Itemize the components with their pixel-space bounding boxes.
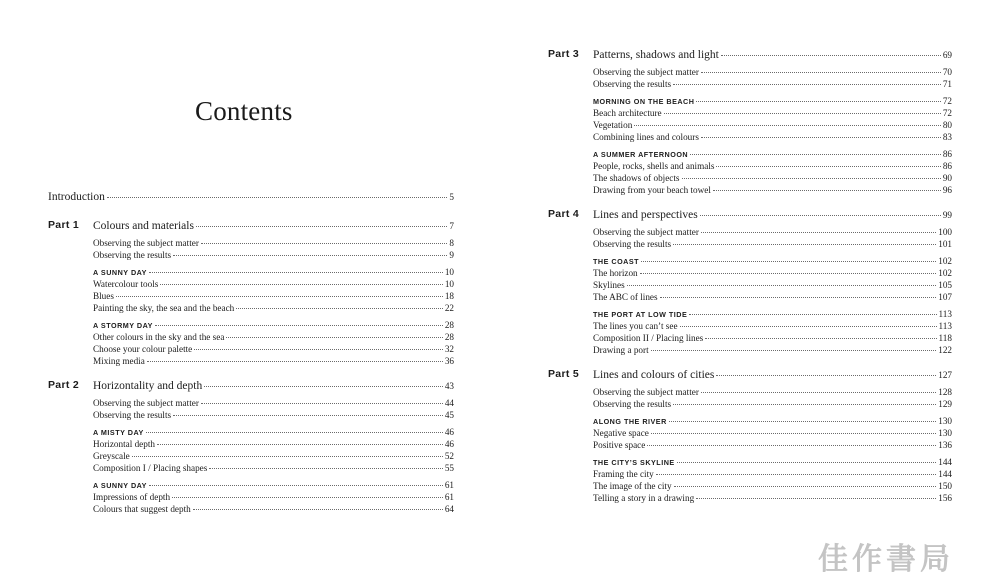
toc-entry-text: Negative space [593, 428, 649, 438]
page-number: 55 [444, 463, 454, 473]
toc-entry-text: Framing the city [593, 469, 654, 479]
toc-section-heading-text: A SUNNY DAY [93, 481, 147, 490]
page-title: Contents [195, 96, 293, 126]
dot-leader [173, 255, 447, 256]
page-number: 100 [938, 227, 952, 237]
toc-entry[interactable] [548, 279, 952, 291]
page-number: 144 [938, 469, 952, 479]
toc-part-5[interactable] [548, 368, 952, 382]
toc-entry-text: Observing the subject matter [593, 387, 699, 397]
toc-entry-text: Observing the subject matter [93, 238, 199, 248]
toc-entry-text: Observing the results [593, 399, 672, 409]
toc-section-heading-text: THE PORT AT LOW TIDE [593, 310, 688, 319]
dot-leader [160, 284, 442, 285]
toc-entry-text: Composition I / Placing shapes [93, 463, 208, 473]
dot-leader [716, 375, 936, 376]
toc-entry-text: Greyscale [93, 451, 130, 461]
dot-leader [155, 325, 443, 326]
dot-leader [696, 101, 940, 102]
page-number: 127 [938, 370, 952, 380]
dot-leader [660, 297, 937, 298]
page-number: 150 [938, 481, 952, 491]
dot-leader [132, 456, 443, 457]
dot-leader [721, 55, 941, 56]
page-number: 130 [938, 428, 952, 438]
toc-part-4[interactable] [548, 208, 952, 222]
dot-leader [674, 486, 937, 487]
toc-entry-text: Impressions of depth [93, 492, 171, 502]
toc-entry[interactable] [48, 249, 454, 261]
toc-entry[interactable] [548, 332, 952, 344]
dot-leader [107, 197, 448, 198]
dot-leader [116, 296, 443, 297]
toc-entry-text: Observing the results [93, 410, 172, 420]
toc-entry[interactable] [548, 78, 952, 90]
dot-leader [689, 314, 936, 315]
page-number: 36 [444, 356, 454, 366]
page-number: 28 [444, 320, 454, 330]
dot-leader [647, 445, 936, 446]
page-number: 102 [938, 256, 952, 266]
toc-entry-text: Observing the results [593, 239, 672, 249]
part-label: Part 5 [548, 368, 579, 380]
toc-entry[interactable] [548, 238, 952, 250]
toc-entry[interactable] [548, 386, 952, 398]
part-label: Part 4 [548, 208, 579, 220]
dot-leader [204, 386, 443, 387]
dot-leader [209, 468, 442, 469]
page-number: 28 [444, 332, 454, 342]
toc-entry-text: Horizontal depth [93, 439, 155, 449]
toc-entry[interactable] [548, 107, 952, 119]
page-number: 96 [942, 185, 952, 195]
dot-leader [149, 485, 443, 486]
toc-entry-text: Watercolour tools [93, 279, 159, 289]
toc-entry-text: The image of the city [593, 481, 672, 491]
page-number: 80 [942, 120, 952, 130]
page-number: 61 [444, 492, 454, 502]
toc-entry[interactable] [548, 267, 952, 279]
page-number: 113 [938, 309, 952, 319]
page-number: 101 [938, 239, 952, 249]
toc-entry-text: Composition II / Placing lines [593, 333, 704, 343]
toc-entry-text: Observing the results [93, 250, 172, 260]
page-number: 102 [938, 268, 952, 278]
toc-section-heading-text: A STORMY DAY [93, 321, 153, 330]
toc-part-3-text: Patterns, shadows and light [593, 49, 719, 61]
dot-leader [201, 243, 448, 244]
page-number: 32 [444, 344, 454, 354]
toc-section-heading-text: A MISTY DAY [93, 428, 144, 437]
toc-entry[interactable] [48, 450, 454, 462]
page-number: 72 [942, 96, 952, 106]
toc-section-heading-text: ALONG THE RIVER [593, 417, 667, 426]
page-number: 70 [942, 67, 952, 77]
toc-entry[interactable] [548, 291, 952, 303]
toc-part-1-text: Colours and materials [93, 220, 194, 232]
toc-entry[interactable] [48, 237, 454, 249]
dot-leader [147, 361, 443, 362]
toc-entry-text: The lines you can’t see [593, 321, 678, 331]
dot-leader [651, 433, 936, 434]
toc-entry[interactable] [548, 226, 952, 238]
page-number: 8 [449, 238, 454, 248]
dot-leader [673, 244, 936, 245]
page-number: 71 [942, 79, 952, 89]
part-label: Part 1 [48, 219, 79, 231]
dot-leader [682, 178, 941, 179]
page-number: 130 [938, 416, 952, 426]
toc-entry[interactable] [548, 320, 952, 332]
toc-entry-text: The shadows of objects [593, 173, 680, 183]
dot-leader [149, 272, 443, 273]
toc-entry[interactable] [548, 492, 952, 504]
toc-part-4-text: Lines and perspectives [593, 209, 698, 221]
page-number: 46 [444, 439, 454, 449]
dot-leader [194, 349, 443, 350]
dot-leader [627, 285, 937, 286]
page-number: 128 [938, 387, 952, 397]
dot-leader [677, 462, 937, 463]
page-number: 7 [449, 221, 454, 231]
toc-entry-text: People, rocks, shells and animals [593, 161, 715, 171]
dot-leader [634, 125, 941, 126]
toc-entry[interactable] [548, 480, 952, 492]
dot-leader [236, 308, 443, 309]
toc-entry[interactable] [548, 184, 952, 196]
page-number: 45 [444, 410, 454, 420]
dot-leader [673, 404, 936, 405]
toc-section-heading-text: THE COAST [593, 257, 640, 266]
page-number: 5 [449, 192, 454, 202]
toc-entry-text: Skylines [593, 280, 625, 290]
part-label: Part 3 [548, 48, 579, 60]
publisher-watermark: 佳作書局 [818, 542, 954, 577]
page-number: 90 [942, 173, 952, 183]
toc-entry-text: Painting the sky, the sea and the beach [93, 303, 235, 313]
toc-section-heading-text: A SUMMER AFTERNOON [593, 150, 689, 159]
toc-entry[interactable] [548, 427, 952, 439]
toc-entry[interactable] [48, 503, 454, 515]
toc-part-5-text: Lines and colours of cities [593, 369, 715, 381]
toc-entry-introduction[interactable] [48, 190, 454, 204]
page-number: 86 [942, 161, 952, 171]
toc-entry-text: Other colours in the sky and the sea [93, 332, 225, 342]
toc-entry[interactable] [48, 409, 454, 421]
page-number: 136 [938, 440, 952, 450]
page-number: 99 [942, 210, 952, 220]
toc-entry-text: Observing the subject matter [593, 227, 699, 237]
dot-leader [196, 226, 447, 227]
page-number: 46 [444, 427, 454, 437]
dot-leader [701, 72, 941, 73]
toc-entry-text: Colours that suggest depth [93, 504, 191, 514]
toc-section-heading-text: A SUNNY DAY [93, 268, 147, 277]
dot-leader [226, 337, 442, 338]
toc-entry-text: Observing the subject matter [593, 67, 699, 77]
toc-entry-text: The horizon [593, 268, 638, 278]
toc-entry-text: Drawing from your beach towel [593, 185, 711, 195]
toc-entry-text: The ABC of lines [593, 292, 658, 302]
toc-entry-text: Observing the subject matter [93, 398, 199, 408]
toc-entry[interactable] [548, 66, 952, 78]
toc-entry[interactable] [48, 491, 454, 503]
dot-leader [193, 509, 443, 510]
page-number: 118 [938, 333, 952, 343]
page-number: 44 [444, 398, 454, 408]
dot-leader [201, 403, 443, 404]
dot-leader [716, 166, 940, 167]
toc-part-2-text: Horizontality and depth [93, 380, 203, 392]
page-number: 18 [444, 291, 454, 301]
toc-entry[interactable] [48, 355, 454, 367]
page-number: 83 [942, 132, 952, 142]
dot-leader [705, 338, 936, 339]
dot-leader [640, 273, 937, 274]
page-number: 122 [938, 345, 952, 355]
toc-entry[interactable] [48, 438, 454, 450]
toc-entry-text: Choose your colour palette [93, 344, 193, 354]
dot-leader [690, 154, 941, 155]
dot-leader [173, 415, 443, 416]
toc-entry-text: Observing the results [593, 79, 672, 89]
dot-leader [146, 432, 443, 433]
page-number: 107 [938, 292, 952, 302]
toc-entry[interactable] [548, 398, 952, 410]
page-number: 86 [942, 149, 952, 159]
dot-leader [701, 392, 936, 393]
toc-entry[interactable] [48, 397, 454, 409]
toc-entry[interactable] [548, 160, 952, 172]
dot-leader [701, 137, 941, 138]
dot-leader [700, 215, 941, 216]
toc-entry-text: Blues [93, 291, 114, 301]
part-label: Part 2 [48, 379, 79, 391]
dot-leader [701, 232, 936, 233]
toc-entry-introduction-text: Introduction [48, 191, 105, 203]
page-number: 129 [938, 399, 952, 409]
dot-leader [673, 84, 941, 85]
toc-entry-text: Beach architecture [593, 108, 662, 118]
toc-entry[interactable] [48, 290, 454, 302]
page-number: 72 [942, 108, 952, 118]
page-number: 10 [444, 267, 454, 277]
dot-leader [696, 498, 936, 499]
page-number: 69 [942, 50, 952, 60]
toc-entry-text: Telling a story in a drawing [593, 493, 695, 503]
dot-leader [172, 497, 443, 498]
toc-entry[interactable] [48, 343, 454, 355]
toc-entry[interactable] [48, 302, 454, 314]
toc-entry[interactable] [548, 468, 952, 480]
page-number: 156 [938, 493, 952, 503]
dot-leader [664, 113, 941, 114]
toc-entry-text: Positive space [593, 440, 646, 450]
toc-entry[interactable] [548, 439, 952, 451]
page-number: 52 [444, 451, 454, 461]
toc-entry[interactable] [548, 119, 952, 131]
toc-entry[interactable] [48, 462, 454, 474]
dot-leader [641, 261, 936, 262]
toc-part-1[interactable] [48, 219, 454, 233]
toc-entry[interactable] [548, 172, 952, 184]
toc-section-heading-text: THE CITY’S SKYLINE [593, 458, 675, 467]
toc-part-2[interactable] [48, 379, 454, 393]
page-number: 22 [444, 303, 454, 313]
toc-entry-text: Drawing a port [593, 345, 649, 355]
dot-leader [713, 190, 941, 191]
page-number: 144 [938, 457, 952, 467]
toc-entry[interactable] [48, 331, 454, 343]
page-number: 61 [444, 480, 454, 490]
toc-entry-text: Combining lines and colours [593, 132, 699, 142]
toc-entry[interactable] [548, 344, 952, 356]
dot-leader [669, 421, 936, 422]
toc-entry[interactable] [48, 278, 454, 290]
page-number: 10 [444, 279, 454, 289]
toc-entry-text: Vegetation [593, 120, 633, 130]
dot-leader [651, 350, 937, 351]
page-number: 43 [444, 381, 454, 391]
page-number: 9 [449, 250, 454, 260]
dot-leader [680, 326, 937, 327]
dot-leader [157, 444, 443, 445]
dot-leader [656, 474, 936, 475]
page-number: 113 [938, 321, 952, 331]
page-number: 105 [938, 280, 952, 290]
page-number: 64 [444, 504, 454, 514]
toc-entry[interactable] [548, 131, 952, 143]
toc-part-3[interactable] [548, 48, 952, 62]
toc-entry-text: Mixing media [93, 356, 145, 366]
toc-section-heading-text: MORNING ON THE BEACH [593, 97, 695, 106]
